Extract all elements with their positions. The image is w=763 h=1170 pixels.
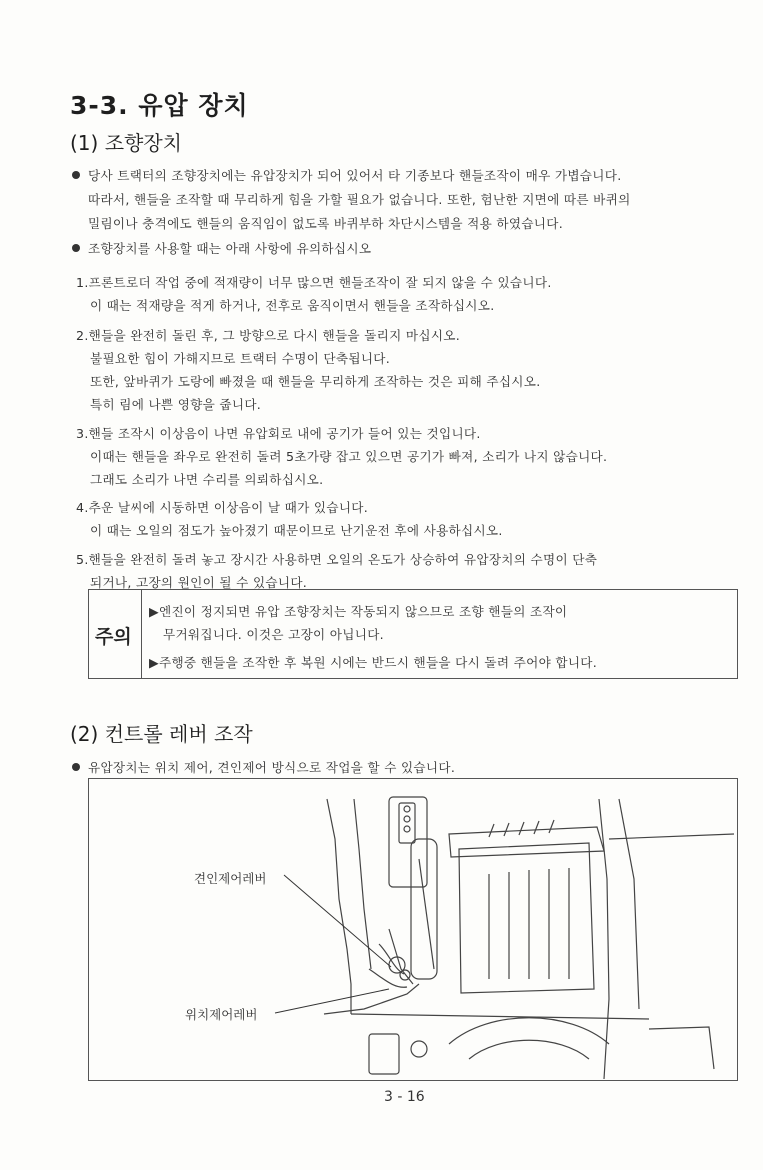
paragraph-line: 유압장치는 위치 제어, 견인제어 방식으로 작업을 할 수 있습니다. bbox=[88, 760, 456, 775]
list-item-line: 이때는 핸들을 좌우로 완전히 돌려 5초가량 잡고 있으면 공기가 빠져, 소리가 나지 않습니다. bbox=[90, 449, 608, 464]
list-item-line: 또한, 앞바퀴가 도랑에 빠졌을 때 핸들을 무리하게 조작하는 것은 피해 주십시오. bbox=[90, 374, 541, 389]
caution-label-cell bbox=[89, 590, 142, 678]
subsection-title-steering: (1) 조향장치 bbox=[70, 131, 182, 155]
subsection-title-control-lever: (2) 컨트롤 레버 조작 bbox=[70, 722, 253, 746]
paragraph-line: 조향장치를 사용할 때는 아래 사항에 유의하십시오 bbox=[88, 241, 372, 256]
list-item-line: 4.추운 날씨에 시동하면 이상음이 날 때가 있습니다. bbox=[76, 500, 369, 515]
tractor-cab-illustration bbox=[89, 779, 737, 1080]
paragraph-line: 밀림이나 충격에도 핸들의 움직임이 없도록 바퀴부하 차단시스템을 적용 하였습니다. bbox=[88, 216, 564, 231]
paragraph-line: 당사 트랙터의 조향장치에는 유압장치가 되어 있어서 타 기종보다 핸들조작이 매우 가볍습니다. bbox=[88, 168, 622, 183]
list-item-line: 5.핸들을 완전히 돌려 놓고 장시간 사용하면 오일의 온도가 상승하여 유압장치의 수명이 단축 bbox=[76, 552, 598, 567]
list-item-line: 불필요한 힘이 가해지므로 트랙터 수명이 단축됩니다. bbox=[90, 351, 391, 366]
bullet-icon bbox=[72, 763, 80, 771]
list-item-line: 이 때는 오일의 점도가 높아졌기 때문이므로 난기운전 후에 사용하십시오. bbox=[90, 523, 503, 538]
caution-box bbox=[88, 589, 738, 679]
list-item-line: 되거나, 고장의 원인이 될 수 있습니다. bbox=[90, 575, 308, 590]
list-item-line: 그래도 소리가 나면 수리를 의뢰하십시오. bbox=[90, 472, 324, 487]
page-number: 3 - 16 bbox=[384, 1089, 425, 1105]
bullet-icon bbox=[72, 171, 80, 179]
draft-lever-label: 견인제어레버 bbox=[194, 871, 267, 886]
control-lever-figure bbox=[88, 778, 738, 1081]
position-lever-label: 위치제어레버 bbox=[185, 1007, 258, 1022]
list-item-line: 특히 림에 나쁜 영향을 줍니다. bbox=[90, 397, 262, 412]
paragraph-line: 따라서, 핸들을 조작할 때 무리하게 힘을 가할 필요가 없습니다. 또한, 험난한 지면에 따른 바퀴의 bbox=[88, 192, 631, 207]
bullet-icon bbox=[72, 244, 80, 252]
caution-line: ▶주행중 핸들을 조작한 후 복원 시에는 반드시 핸들을 다시 돌려 주어야 합니다. bbox=[149, 655, 598, 670]
caution-line: ▶엔진이 정지되면 유압 조향장치는 작동되지 않으므로 조향 핸들의 조작이 bbox=[149, 604, 568, 619]
caution-line: 무거워집니다. 이것은 고장이 아닙니다. bbox=[163, 627, 384, 642]
list-item-line: 이 때는 적재량을 적게 하거나, 전후로 움직이면서 핸들을 조작하십시오. bbox=[90, 298, 495, 313]
list-item-line: 3.핸들 조작시 이상음이 나면 유압회로 내에 공기가 들어 있는 것입니다. bbox=[76, 426, 481, 441]
list-item-line: 1.프론트로더 작업 중에 적재량이 너무 많으면 핸들조작이 잘 되지 않을 수 있습니다. bbox=[76, 275, 552, 290]
caution-label: 주의 bbox=[95, 626, 132, 648]
section-heading: 3-3. 유압 장치 bbox=[70, 91, 249, 120]
list-item-line: 2.핸들을 완전히 돌린 후, 그 방향으로 다시 핸들을 돌리지 마십시오. bbox=[76, 328, 461, 343]
